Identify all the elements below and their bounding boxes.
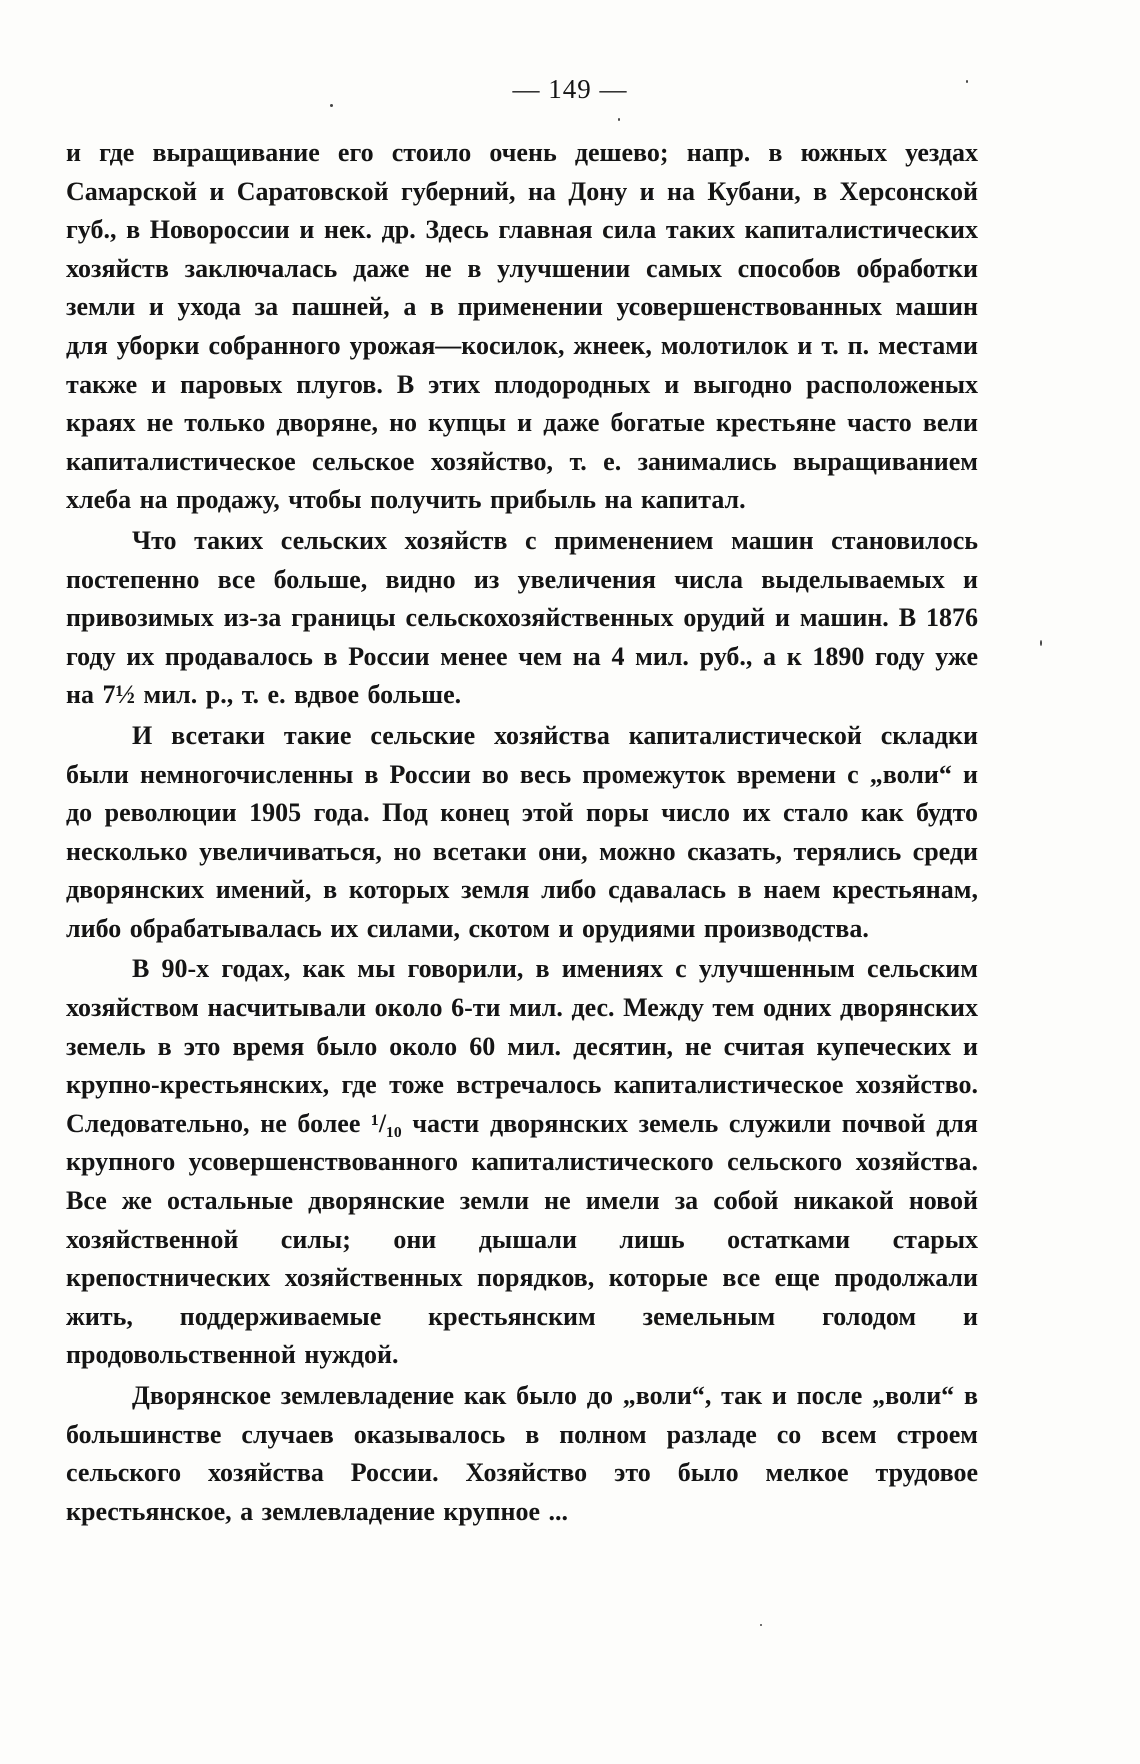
paragraph-1: и где выращивание его стоило очень дешево; напр. в южных уездах Самарской и Саратовской губерний, на Дону и на Кубани, в Херсонской губ., в Новороссии и нек. др. Здесь главная сила таких капиталистических хозяйств заключалась даже не в улучшении самых способов обработки земли и ухода за пашней, а в применении усовершенствованных машин для уборки собранного урожая—косилок, жнеек, молотилок и т. п. местами также и паровых плугов. В этих плодородных и выгодно расположеных краях не только дворяне, но купцы и даже богатые крестьяне часто вели капиталистическое сельское хозяйство, т. е. занимались выращиванием хлеба на продажу, чтобы получить прибыль на капитал. (66, 138, 978, 515)
scan-speck (330, 104, 333, 107)
scan-speck (760, 1624, 762, 1626)
paragraph-3: И всетаки такие сельские хозяйства капиталистической складки были немногочисленны в России во весь промежуток времени с „воли“ и до революции 1905 года. Под конец этой поры число их стало как будто несколько увеличиваться, но всетаки они, можно сказать, терялись среди дворянских имений, в которых земля либо сдавалась в наем крестьянам, либо обрабатывалась их силами, скотом и орудиями производства. (66, 720, 978, 943)
scan-speck (966, 80, 968, 83)
page-body-text (66, 134, 978, 1531)
scan-speck (1040, 640, 1042, 646)
paragraph-4: В 90-х годах, как мы говорили, в имениях с улучшенным сельским хозяйством насчитывали около 6-ти мил. дес. Между тем одних дворянских земель в это время было около 60 мил. десятин, не считая купеческих и крупно-крестьянских, где тоже встречалось капиталистическое хозяйство. Следовательно, не более ¹/₁₀ части дворянских земель служили почвой для крупного усовершенствованного капиталистического сельского хозяйства. Все же остальные дворянские земли не имели за собой никакой новой хозяйственной силы; они дышали лишь остатками старых крепостнических хозяйственных порядков, которые все еще продолжали жить, поддерживаемые крестьянским земельным голодом и продовольственной нуждой. (66, 954, 978, 1370)
scan-speck (618, 118, 620, 121)
paragraph-2: Что таких сельских хозяйств с применением машин становилось постепенно все больше, видно из увеличения числа выделываемых и привозимых из-за границы сельскохозяйственных орудий и машин. В 1876 году их продавалось в России менее чем на 4 мил. руб., а к 1890 году уже на 7½ мил. р., т. е. вдвое больше. (66, 525, 978, 710)
page-number: — 149 — (512, 74, 628, 104)
paragraph-5: Дворянское землевладение как было до „воли“, так и после „воли“ в большинстве случаев оказывалось в полном разладе со всем строем сельского хозяйства России. Хозяйство это было мелкое трудовое крестьянское, а землевладение крупное ... (66, 1381, 978, 1526)
